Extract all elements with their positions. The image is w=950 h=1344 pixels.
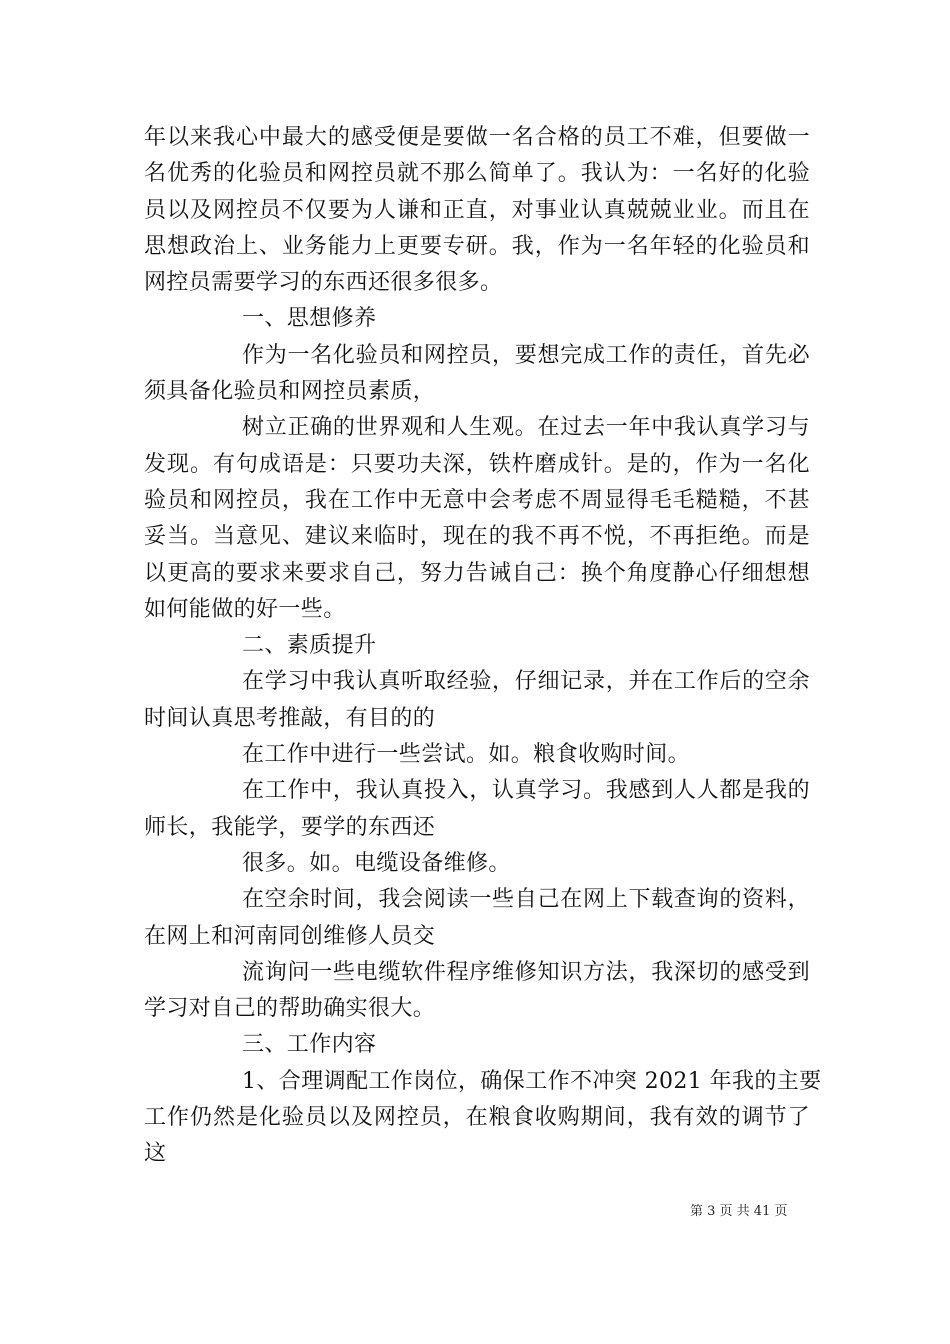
text-line: 作为一名化验员和网控员，要想完成工作的责任，首先必 [242,342,810,368]
text-line: 在工作中，我认真投入，认真学习。我感到人人都是我的 [242,778,810,804]
text-line: 在空余时间，我会阅读一些自己在网上下载查询的资料， [242,887,810,913]
text-line: 思想政治上、业务能力上更要专研。我，作为一名年轻的化验员和 [144,233,810,259]
text-line: 须具备化验员和网控员素质， [144,379,436,405]
text-line: 很多。如。电缆设备维修。 [242,850,511,876]
text-line: 在工作中进行一些尝试。如。粮食收购时间。 [242,742,691,768]
text-line: 验员和网控员，我在工作中无意中会考虑不周显得毛毛糙糙，不甚 [144,487,810,513]
text-line: 名优秀的化验员和网控员就不那么简单了。我认为：一名好的化验 [144,161,810,187]
text-line: 发现。有句成语是：只要功夫深，铁杵磨成针。是的，作为一名化 [144,451,810,477]
text-line: 1、合理调配工作岗位，确保工作不冲突 2021 年我的主要 [242,1068,822,1094]
text-line: 工作仍然是化验员以及网控员，在粮食收购期间，我有效的调节了 [144,1105,810,1131]
text-line: 员以及网控员不仅要为人谦和正直，对事业认真兢兢业业。而且在 [144,197,810,223]
text-line: 年以来我心中最大的感受便是要做一名合格的员工不难，但要做一 [144,125,810,150]
text-line: 树立正确的世界观和人生观。在过去一年中我认真学习与 [242,415,810,441]
section-heading-work: 三、工作内容 [242,1032,377,1058]
text-line: 在学习中我认真听取经验，仔细记录，并在工作后的空余 [242,669,810,695]
text-line: 时间认真思考推敲，有目的的 [144,705,436,731]
text-line: 如何能做的好一些。 [144,596,346,622]
text-line: 这 [144,1141,167,1167]
text-line: 以更高的要求来要求自己，努力告诫自己：换个角度静心仔细想想 [144,560,810,586]
section-heading-ideology: 一、思想修养 [242,306,377,332]
text-line: 网控员需要学习的东西还很多很多。 [144,270,503,296]
text-line: 学习对自己的帮助确实很大。 [144,996,436,1022]
page-number-footer: 第 3 页 共 41 页 [690,1204,788,1219]
document-body [144,120,822,1173]
text-line: 流询问一些电缆软件程序维修知识方法，我深切的感受到 [242,959,810,985]
text-line: 妥当。当意见、建议来临时，现在的我不再不悦，不再拒绝。而是 [144,524,810,550]
text-line: 在网上和河南同创维修人员交 [144,923,436,949]
section-heading-quality: 二、素质提升 [242,633,377,659]
text-line: 师长，我能学，要学的东西还 [144,814,436,840]
